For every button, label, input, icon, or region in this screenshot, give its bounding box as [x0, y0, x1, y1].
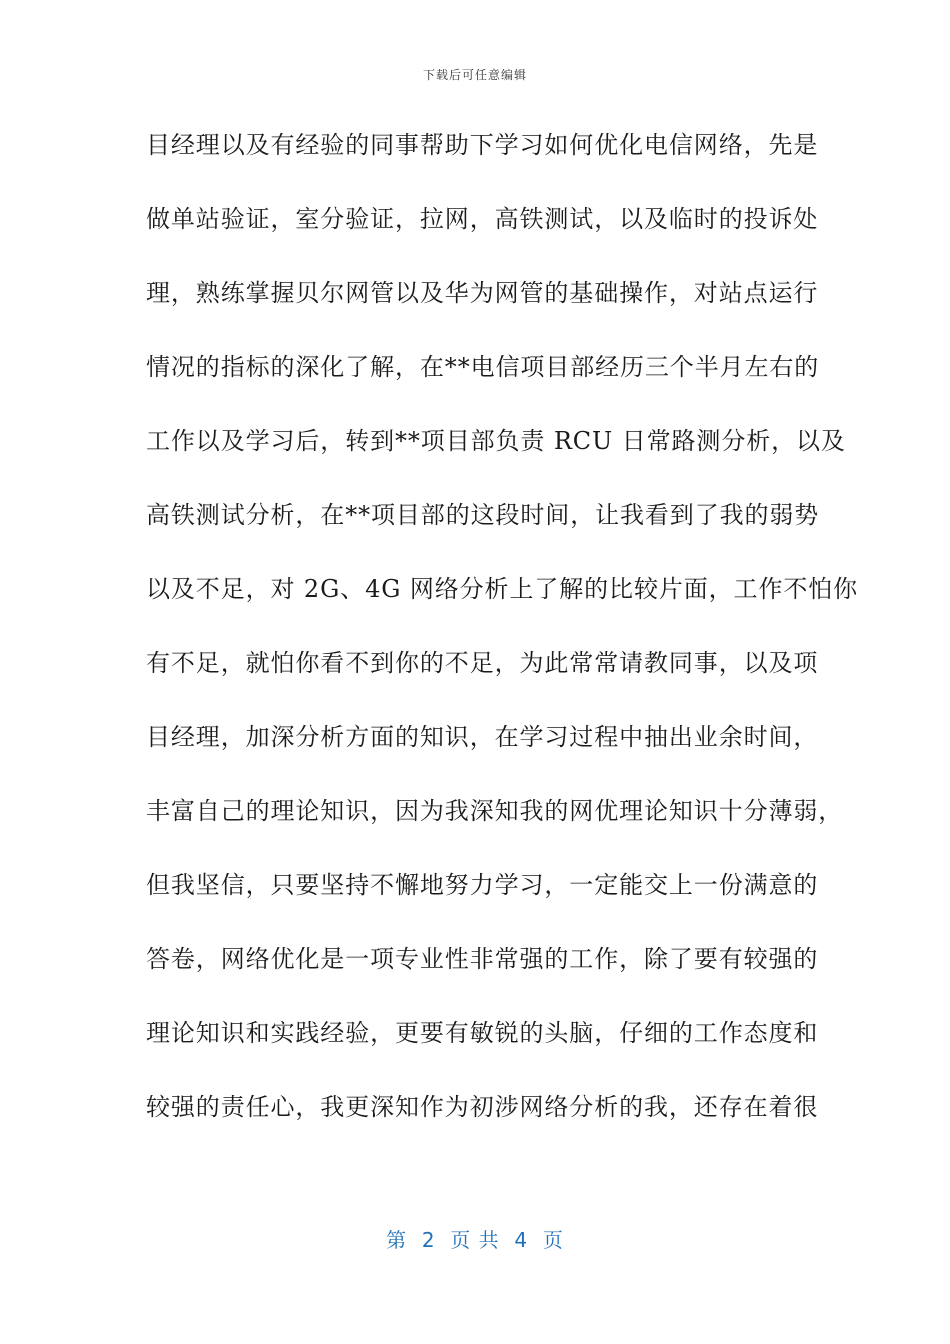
- page-header: 下载后可任意编辑: [422, 68, 527, 82]
- text-line: 高铁测试分析，在**项目部的这段时间，让我看到了我的弱势: [146, 501, 820, 529]
- text-line: 情况的指标的深化了解，在**电信项目部经历三个半月左右的: [146, 353, 820, 381]
- text-line: 丰富自己的理论知识，因为我深知我的网优理论知识十分薄弱，: [146, 797, 844, 825]
- text-line: 目经理以及有经验的同事帮助下学习如何优化电信网络，先是: [146, 131, 819, 159]
- text-line: 做单站验证，室分验证，拉网，高铁测试，以及临时的投诉处: [146, 205, 819, 233]
- text-line: 理论知识和实践经验，更要有敏锐的头脑，仔细的工作态度和: [146, 1019, 819, 1047]
- text-line: 工作以及学习后，转到**项目部负责 RCU 日常路测分析，以及: [146, 427, 846, 455]
- text-line: 但我坚信，只要坚持不懈地努力学习，一定能交上一份满意的: [146, 871, 819, 899]
- text-line: 有不足，就怕你看不到你的不足，为此常常请教同事，以及项: [146, 649, 819, 677]
- text-line: 答卷，网络优化是一项专业性非常强的工作，除了要有较强的: [146, 945, 819, 973]
- text-line: 理，熟练掌握贝尔网管以及华为网管的基础操作，对站点运行: [146, 279, 819, 307]
- text-line: 较强的责任心，我更深知作为初涉网络分析的我，还存在着很: [146, 1093, 819, 1121]
- page-number-footer: 第 2 页 共 4 页: [386, 1228, 564, 1252]
- body-text: [146, 124, 859, 1160]
- text-line: 目经理，加深分析方面的知识，在学习过程中抽出业余时间，: [146, 723, 819, 751]
- text-line: 以及不足，对 2G、4G 网络分析上了解的比较片面，工作不怕你: [146, 575, 859, 603]
